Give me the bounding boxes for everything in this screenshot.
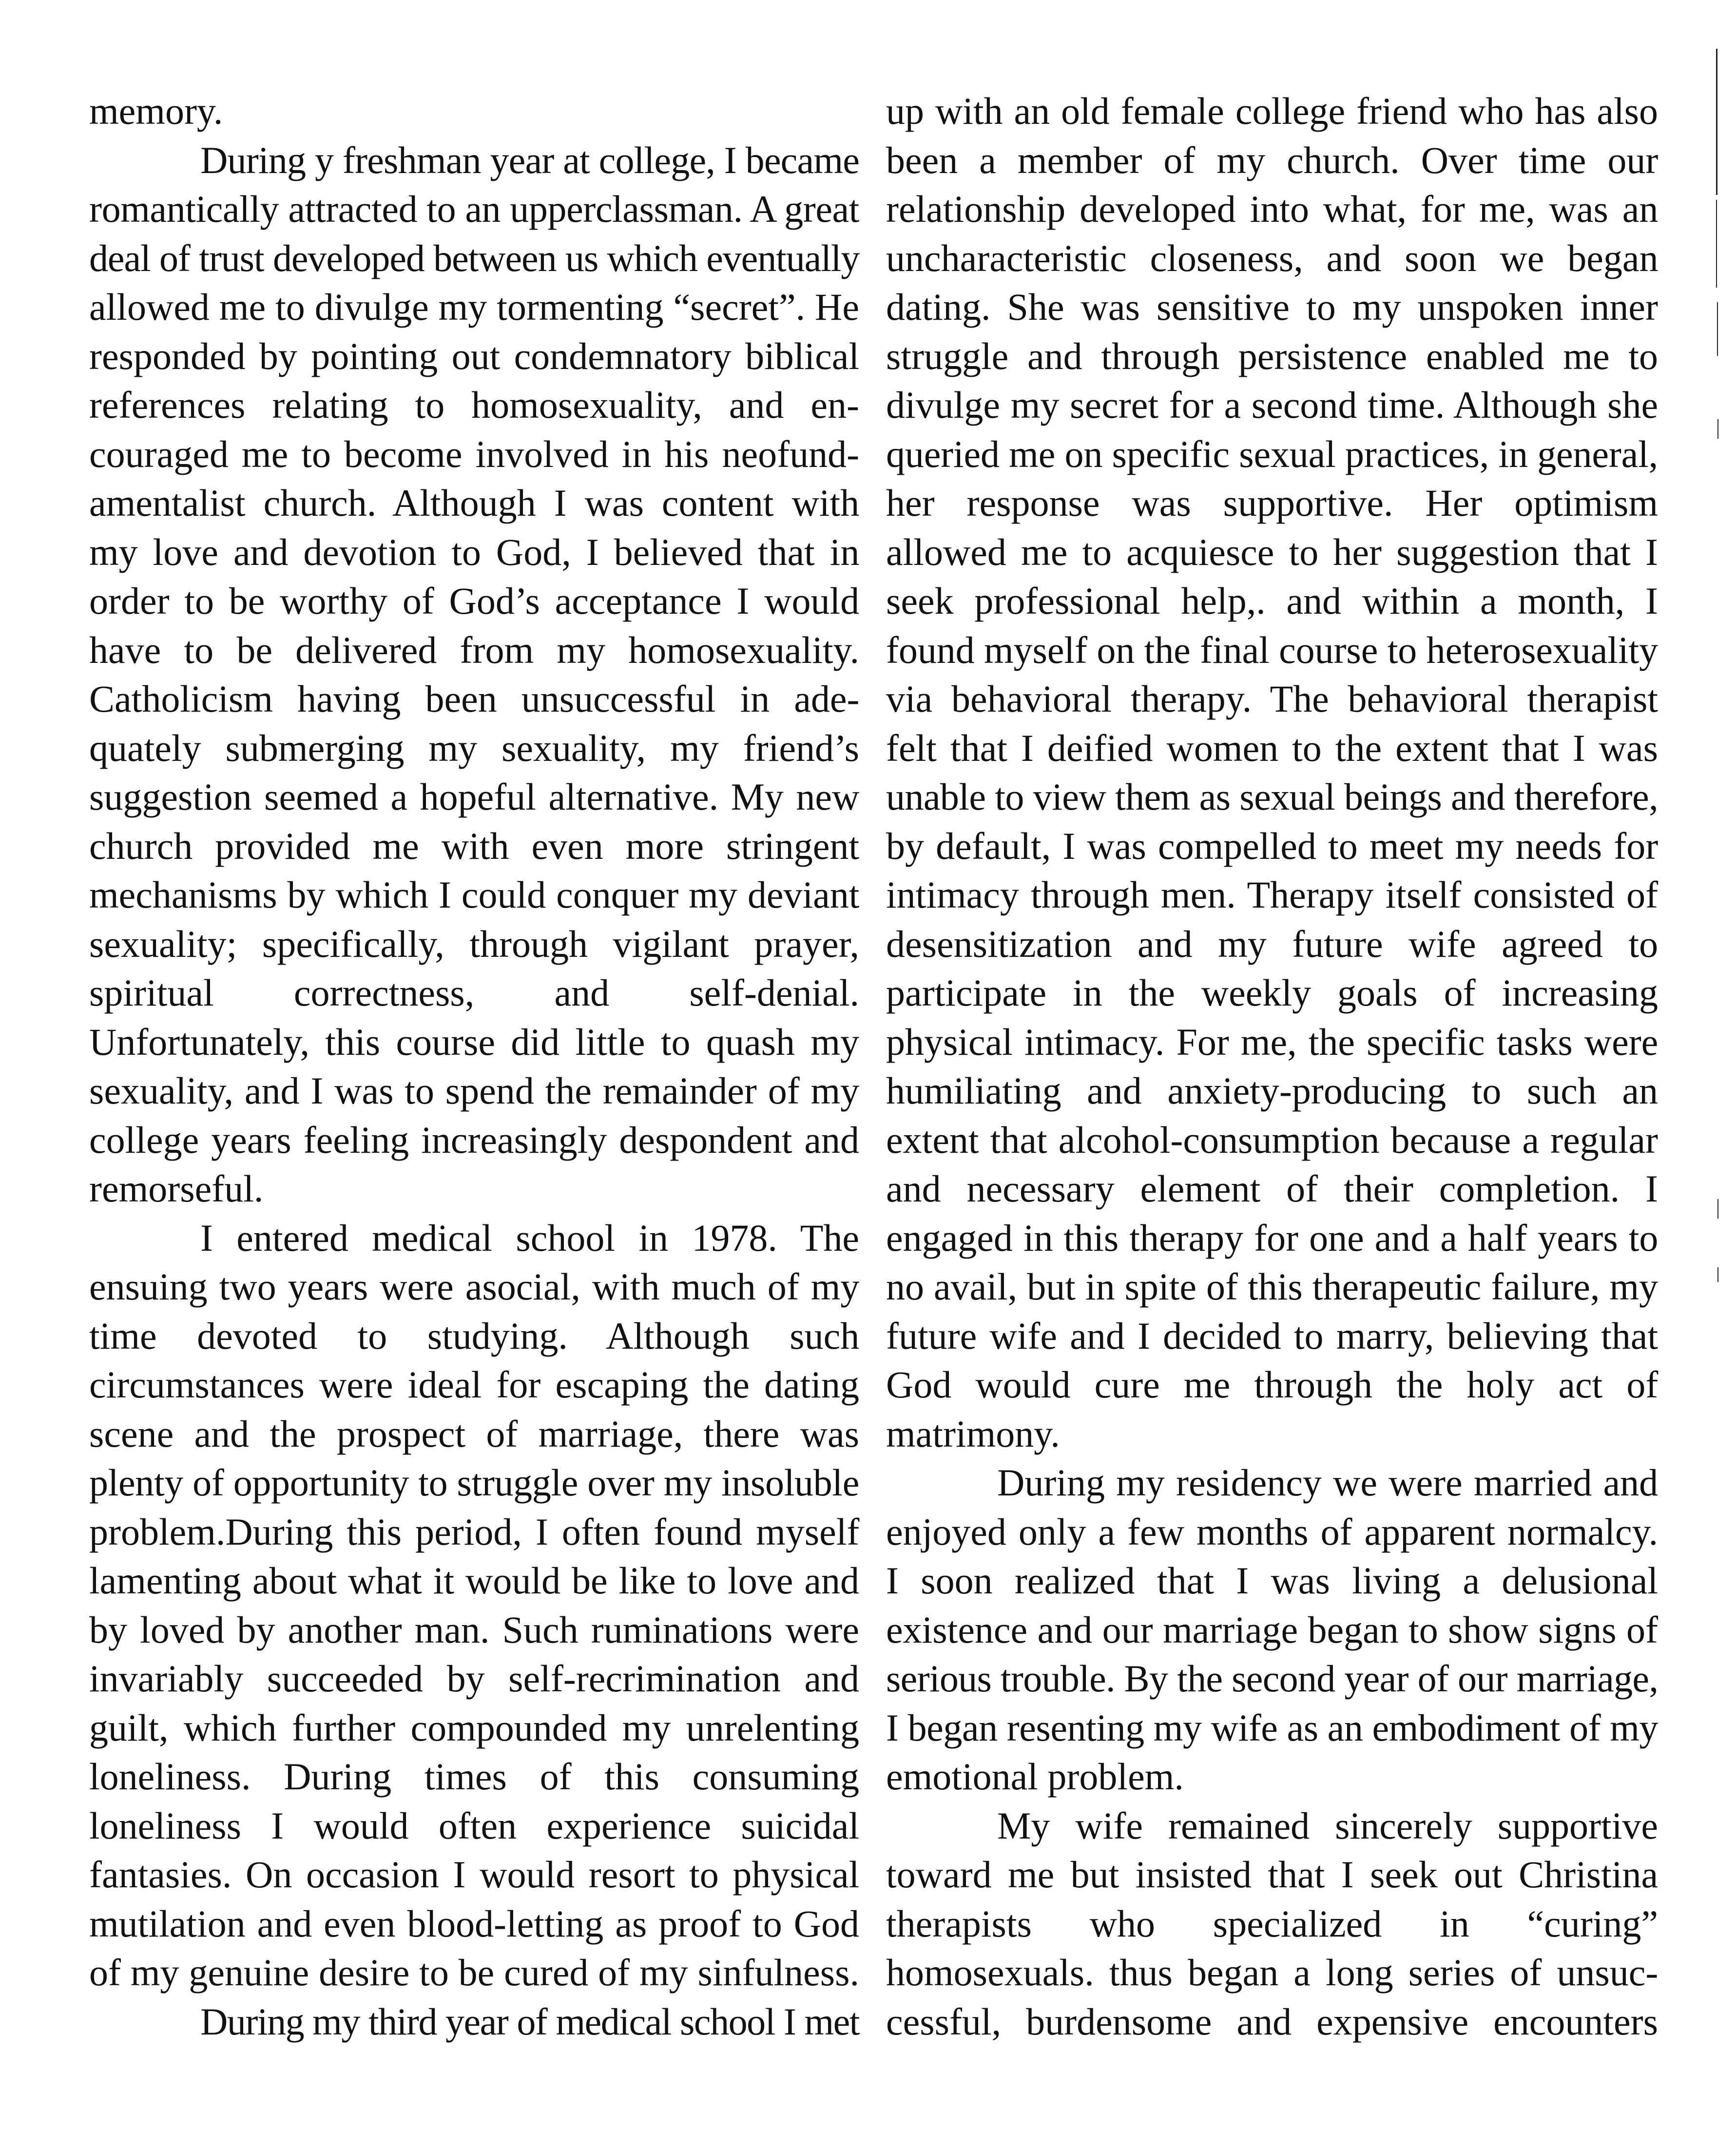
text-line: sexuality, and I was to spend the remainder of my <box>89 1069 860 1112</box>
scan-edge-line <box>1717 419 1718 439</box>
text-line: no avail, but in spite of this therapeutic failure, my <box>886 1265 1659 1308</box>
text-line: unable to view them as sexual beings and therefore, <box>886 775 1658 818</box>
text-line: guilt, which further compounded my unrelenting <box>89 1706 859 1749</box>
text-line: God would cure me through the holy act of <box>886 1363 1659 1406</box>
text-line: couraged me to become involved in his neofund- <box>89 432 860 475</box>
text-line: romantically attracted to an upperclassman. A great <box>89 188 859 230</box>
text-line: My wife remained sincerely supportive <box>997 1804 1658 1847</box>
text-line: mutilation and even blood-letting as proof to God <box>89 1902 859 1945</box>
text-line: quately submerging my sexuality, my friend’s <box>89 726 859 769</box>
text-line: plenty of opportunity to struggle over my insoluble <box>89 1461 859 1504</box>
text-line: desensitization and my future wife agreed to <box>886 922 1659 965</box>
text-line: future wife and I decided to marry, believing that <box>886 1314 1658 1357</box>
text-line: During y freshman year at college, I became <box>200 138 860 181</box>
text-line: mechanisms by which I could conquer my deviant <box>89 873 860 916</box>
text-line: Unfortunately, this course did little to quash my <box>89 1020 859 1063</box>
text-line: relationship developed into what, for me, was an <box>886 188 1659 230</box>
text-line: loneliness I would often experience suicidal <box>89 1804 860 1847</box>
text-line: toward me but insisted that I seek out Christina <box>886 1853 1659 1896</box>
text-line: queried me on specific sexual practices, in general, <box>886 432 1658 475</box>
text-line: physical intimacy. For me, the specific tasks were <box>886 1020 1659 1063</box>
text-line: divulge my secret for a second time. Although she <box>886 384 1659 426</box>
text-line: felt that I deified women to the extent that I was <box>886 726 1658 769</box>
text-line: ensuing two years were asocial, with much of my <box>89 1265 860 1308</box>
text-line: memory. <box>89 90 223 132</box>
text-line: enjoyed only a few months of apparent normalcy. <box>886 1510 1658 1553</box>
text-line: fantasies. On occasion I would resort to physical <box>89 1853 860 1896</box>
text-line: existence and our marriage began to show signs of <box>886 1608 1658 1651</box>
text-line: responded by pointing out condemnatory biblical <box>89 334 859 377</box>
text-line: dating. She was sensitive to my unspoken inner <box>886 286 1658 328</box>
text-line: church provided me with even more stringent <box>89 824 859 867</box>
text-line: I entered medical school in 1978. The <box>200 1216 860 1259</box>
text-line: allowed me to divulge my tormenting “secret”. He <box>89 286 859 328</box>
text-line: by loved by another man. Such ruminations were <box>89 1608 859 1651</box>
text-line: struggle and through persistence enabled me to <box>886 334 1658 377</box>
scan-edge-line <box>1717 1199 1718 1219</box>
text-line: have to be delivered from my homosexuality. <box>89 628 859 671</box>
text-line: uncharacteristic closeness, and soon we began <box>886 236 1659 279</box>
text-line: allowed me to acquiesce to her suggestion that I <box>886 530 1658 573</box>
scan-edge-line <box>1717 1267 1718 1282</box>
text-line: been a member of my church. Over time our <box>886 138 1659 181</box>
text-line: extent that alcohol-consumption because a regular <box>886 1118 1658 1161</box>
text-line: lamenting about what it would be like to love and <box>89 1559 859 1602</box>
text-line: via behavioral therapy. The behavioral therapist <box>886 678 1658 720</box>
text-line: scene and the prospect of marriage, there was <box>89 1412 859 1455</box>
text-line: matrimony. <box>886 1412 1060 1455</box>
scan-edge-line <box>1716 200 1717 288</box>
text-line: homosexuals. thus began a long series of unsuc- <box>886 1951 1659 1994</box>
text-line: spiritual correctness, and self-denial. <box>89 971 859 1014</box>
text-line: humiliating and anxiety-producing to such an <box>886 1069 1658 1112</box>
text-line: problem.During this period, I often found myself <box>89 1510 860 1553</box>
text-line: up with an old female college friend who has also <box>886 90 1659 132</box>
text-line: and necessary element of their completion. I <box>886 1167 1658 1210</box>
right-column <box>886 87 1658 2046</box>
text-line: amentalist church. Although I was content with <box>89 482 860 524</box>
text-line: During my residency we were married and <box>997 1461 1659 1504</box>
text-line: intimacy through men. Therapy itself consisted of <box>886 873 1659 916</box>
scan-edge-line <box>1717 302 1718 356</box>
text-line: I began resenting my wife as an embodiment of my <box>886 1706 1659 1749</box>
text-line: cessful, burdensome and expensive encounters <box>886 2000 1658 2043</box>
scan-edge-line <box>1716 49 1717 195</box>
text-line: emotional problem. <box>886 1755 1184 1798</box>
text-line: remorseful. <box>89 1167 264 1210</box>
text-line: During my third year of medical school I met <box>200 2000 859 2043</box>
text-line: serious trouble. By the second year of our marriage, <box>886 1657 1659 1700</box>
text-line: circumstances were ideal for escaping the dating <box>89 1363 860 1406</box>
left-column <box>89 87 859 2046</box>
text-line: seek professional help,. and within a month, I <box>886 580 1659 622</box>
text-line: loneliness. During times of this consuming <box>89 1755 859 1798</box>
text-line: engaged in this therapy for one and a half years to <box>886 1216 1659 1259</box>
text-line: invariably succeeded by self-recrimination and <box>89 1657 860 1700</box>
text-line: I soon realized that I was living a delusional <box>886 1559 1658 1602</box>
text-line: time devoted to studying. Although such <box>89 1314 860 1357</box>
text-line: college years feeling increasingly despondent and <box>89 1118 859 1161</box>
text-line: my love and devotion to God, I believed that in <box>89 530 860 573</box>
text-line: participate in the weekly goals of increasing <box>886 971 1658 1014</box>
text-line: by default, I was compelled to meet my needs for <box>886 824 1659 867</box>
text-line: order to be worthy of God’s acceptance I would <box>89 580 860 622</box>
text-line: therapists who specialized in “curing” <box>886 1902 1658 1945</box>
text-line: her response was supportive. Her optimism <box>886 482 1658 524</box>
text-line: references relating to homosexuality, and en- <box>89 384 859 426</box>
text-line: Catholicism having been unsuccessful in ade- <box>89 678 860 720</box>
text-line: suggestion seemed a hopeful alternative. My new <box>89 775 860 818</box>
text-line: sexuality; specifically, through vigilant prayer, <box>89 922 859 965</box>
text-line: found myself on the final course to heterosexuality <box>886 628 1658 671</box>
text-line: deal of trust developed between us which eventually <box>89 236 860 279</box>
text-line: of my genuine desire to be cured of my sinfulness. <box>89 1951 859 1994</box>
